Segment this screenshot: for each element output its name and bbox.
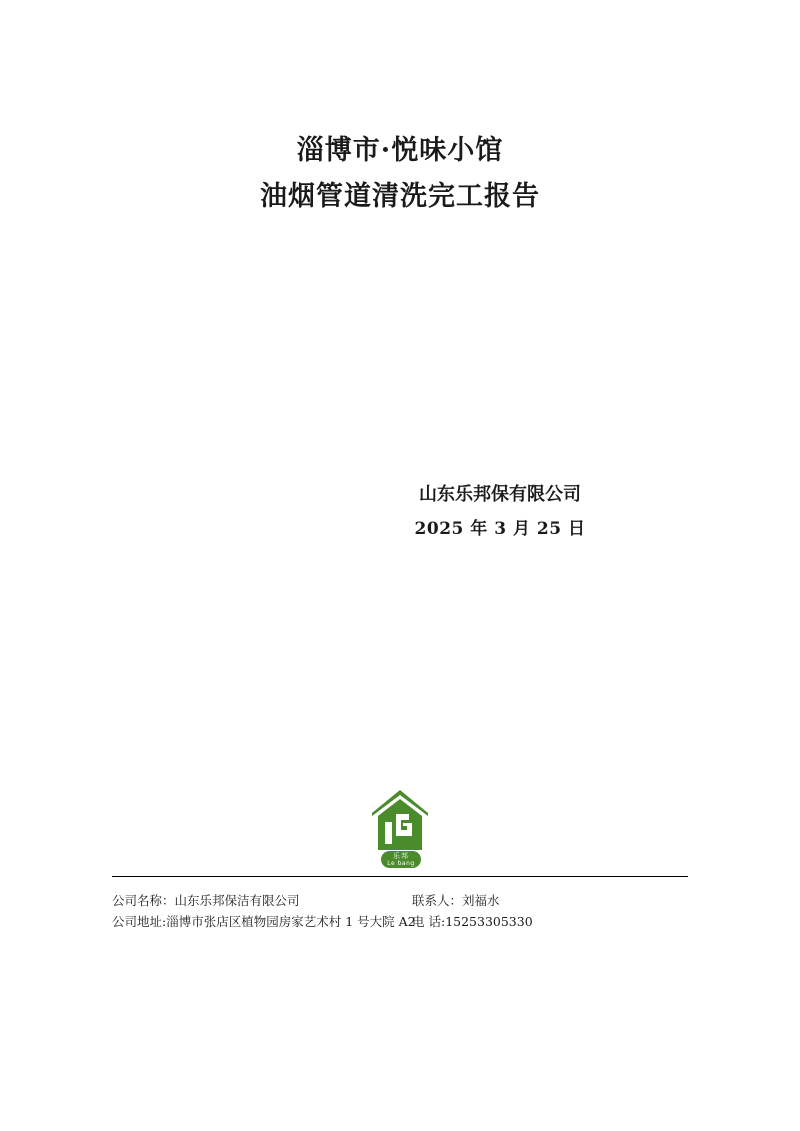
page-title	[0, 128, 800, 220]
footer	[112, 890, 692, 932]
company-name-label: 公司名称：	[112, 893, 175, 908]
phone-label: 电 话:	[412, 914, 446, 929]
contact-value: 刘福水	[462, 893, 500, 908]
footer-row-2	[112, 911, 692, 932]
issue-date: 2025 年 3 月 25 日	[414, 519, 586, 539]
address-value: 淄博市张店区植物园房家艺术村 1 号大院 A2	[166, 914, 416, 929]
logo-badge	[381, 851, 421, 868]
company-name-value: 山东乐邦保洁有限公司	[174, 893, 300, 908]
logo-badge-en: Le bang	[387, 859, 415, 867]
contact-field	[412, 890, 682, 911]
phone-value: 15253305330	[445, 914, 533, 929]
issuing-company: 山东乐邦保有限公司	[419, 484, 581, 505]
logo-container	[0, 786, 800, 868]
phone-field	[412, 911, 682, 932]
house-g-icon	[365, 786, 435, 856]
signature-block	[0, 478, 800, 546]
lebang-logo	[365, 786, 435, 868]
address-label: 公司地址:	[112, 914, 167, 929]
contact-label: 联系人：	[412, 893, 463, 908]
footer-row-1	[112, 890, 692, 911]
footer-divider	[112, 876, 688, 877]
logo-badge-cn: 乐邦	[393, 851, 409, 860]
title-line-2: 油烟管道清洗完工报告	[260, 181, 540, 212]
address-field	[112, 911, 416, 932]
title-line-1: 淄博市·悦味小馆	[296, 135, 504, 166]
company-name-field	[112, 890, 412, 911]
